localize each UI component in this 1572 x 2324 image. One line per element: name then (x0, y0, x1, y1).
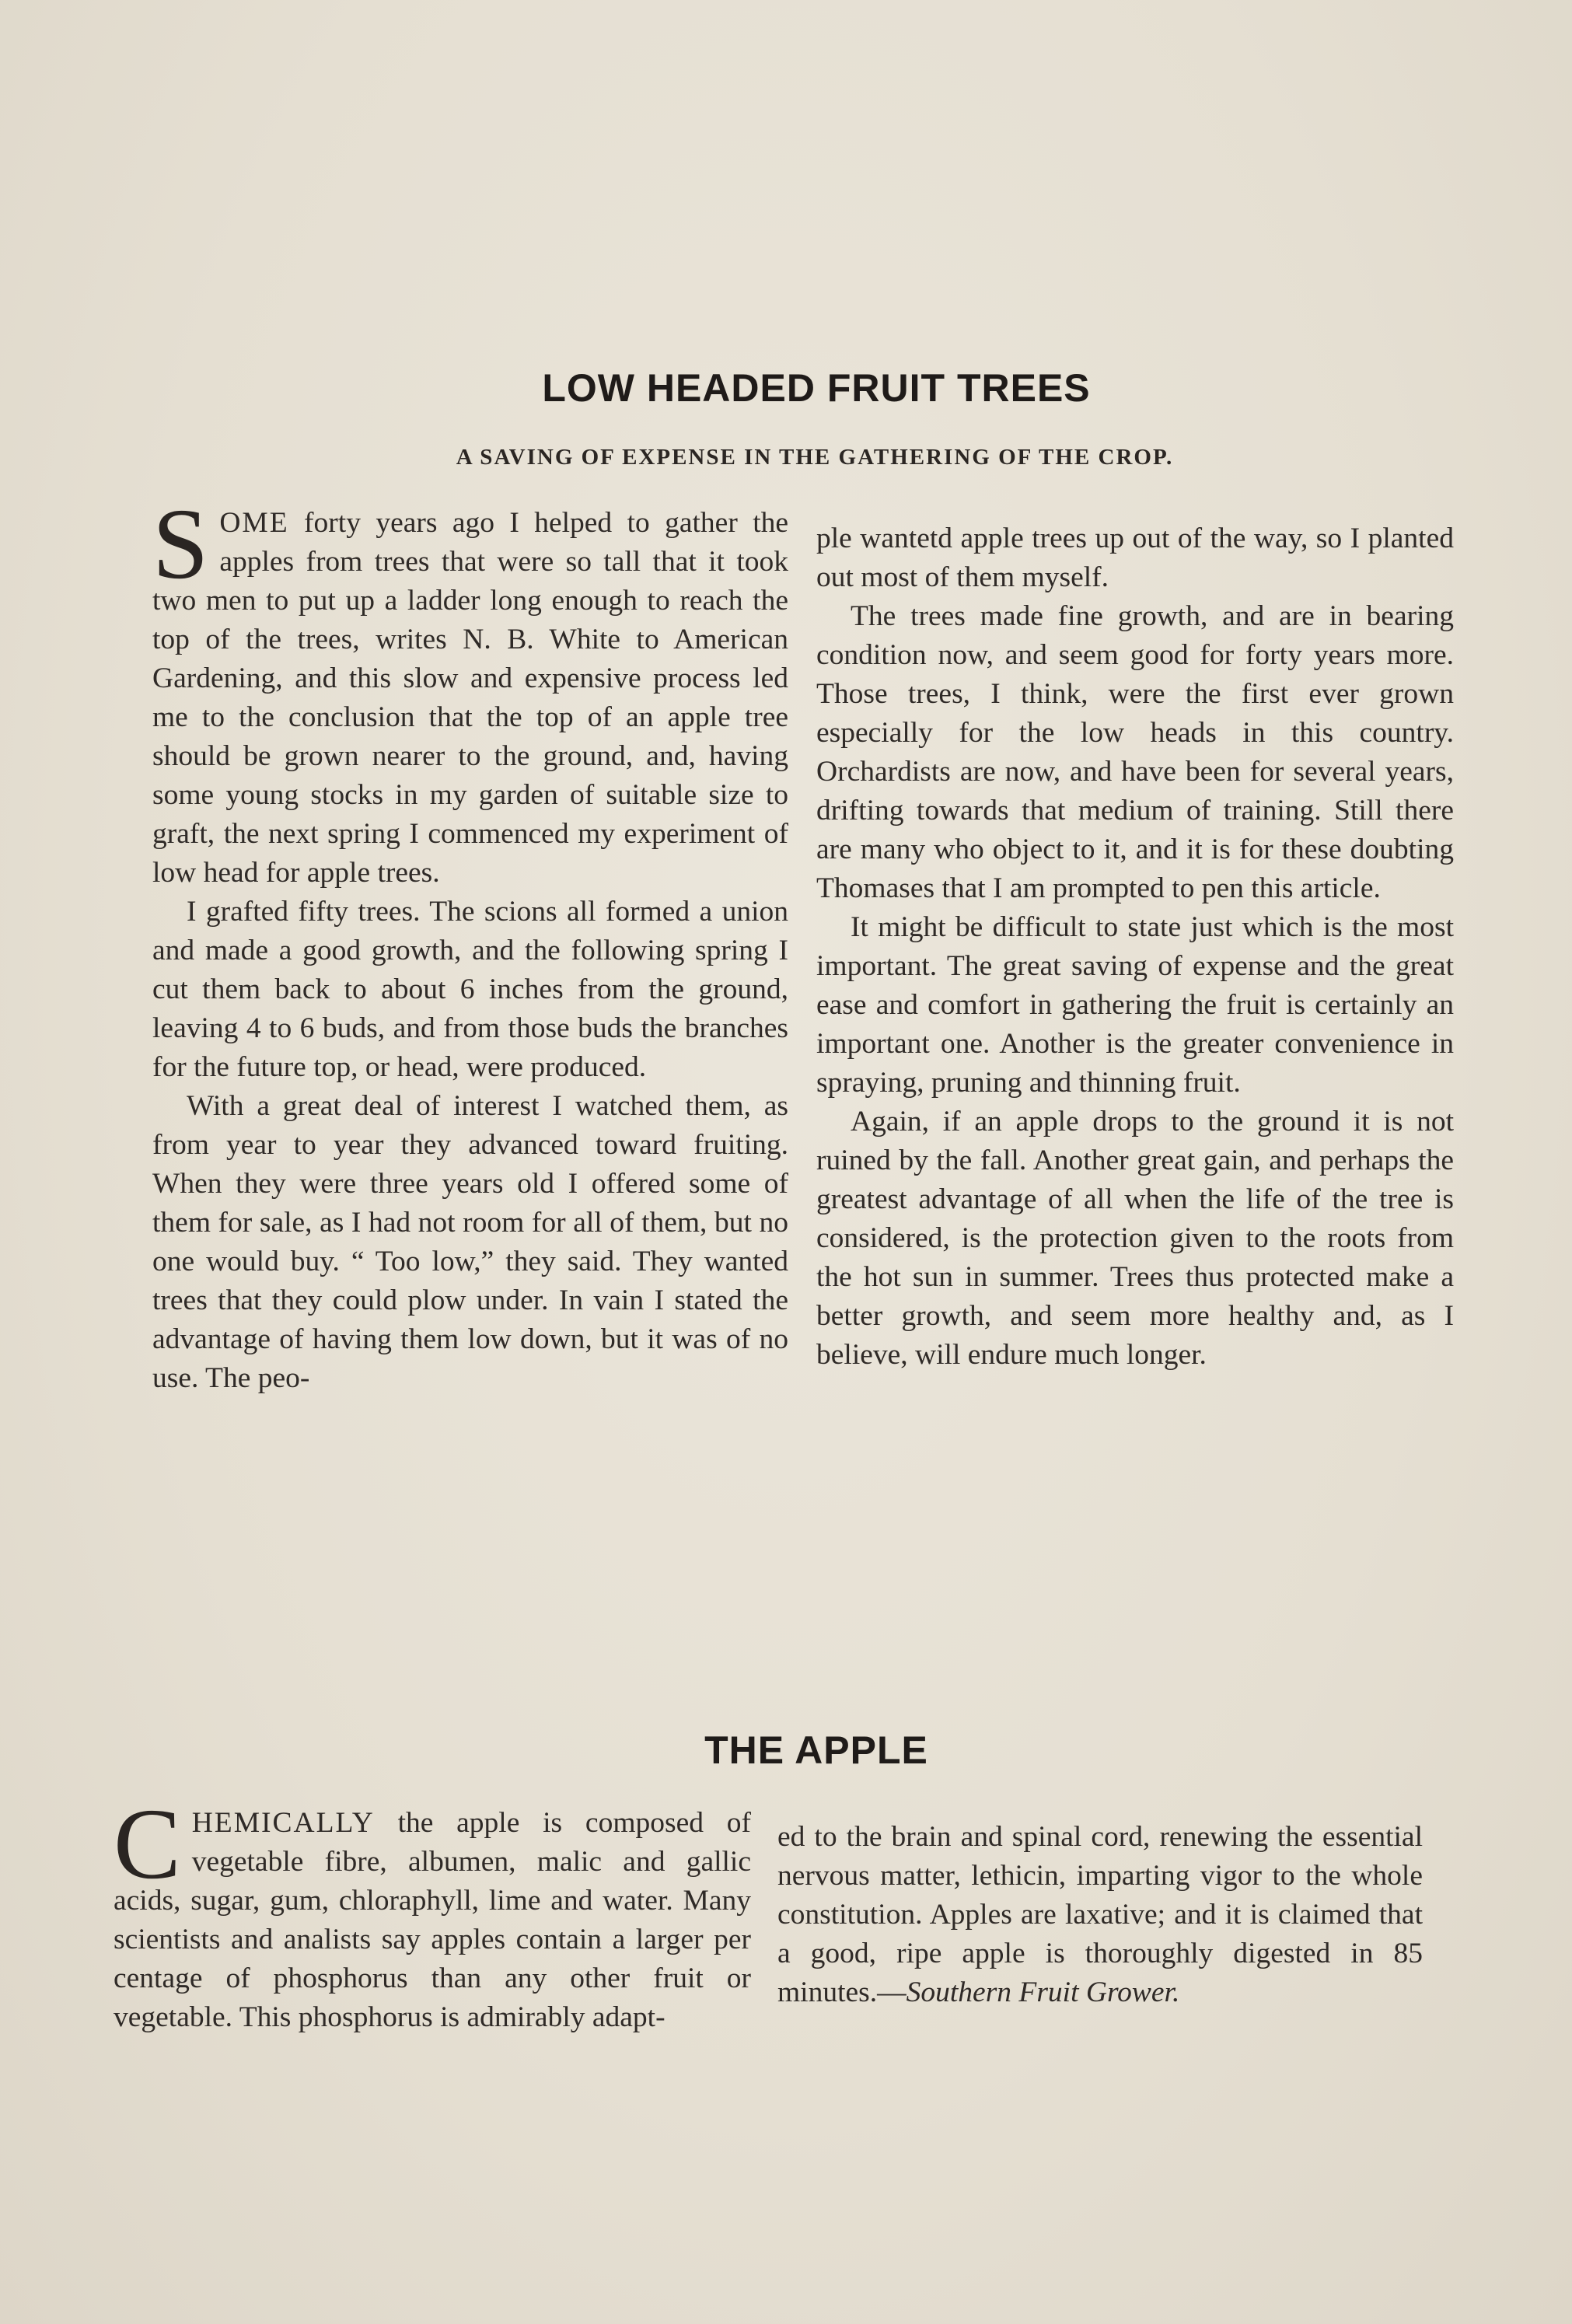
article1-paragraph-1 (152, 488, 789, 893)
article1-paragraph-7: Again, if an apple drops to the ground it is not ruined by the fall. Another great gain, and perhaps the greatest advantage of all when the life of the tree is considered, is the protection given to the roots from the hot sun in summer. Trees thus protected make a better growth, and seem more healthy and, as I believe, will endure much longer. (816, 1106, 1454, 1371)
drop-cap-c: C (114, 1788, 181, 1900)
article2-paragraph-1 (114, 1788, 751, 2037)
article2-column-left (114, 1788, 751, 2037)
article2-paragraph-2 (777, 1818, 1423, 2012)
article1-column-left (152, 488, 789, 1398)
article-subtitle: A SAVING OF EXPENSE IN THE GATHERING OF THE CROP. (456, 445, 1174, 470)
lead-word: HEMICALLY (191, 1807, 375, 1839)
paragraph-text: the apple is composed of vegetable fibre, albumen, malic and gallic acids, sugar, gum, chloraphyll, lime and water. Many scientists and analists say apples contain a larger per centage of phosphorus than any other fruit or vegetable. This phosphorus is admirably adapt- (114, 1807, 751, 2033)
article1-paragraph-4: ple wantetd apple trees up out of the way, so I planted out most of them myself. (816, 522, 1454, 593)
lead-word: OME (219, 507, 289, 539)
article1-paragraph-5: The trees made fine growth, and are in bearing condition now, and seem good for forty years more. Those trees, I think, were the first ever grown especially for the low heads in this country. Orchardists are now, and have been for several years, drifting towards that medium of training. Still there are many who object to it, and it is for these doubting Thomases that I am prompted to pen this article. (816, 600, 1454, 904)
article1-paragraph-2: I grafted fifty trees. The scions all formed a union and made a good growth, and the following spring I cut them back to about 6 inches from the ground, leaving 4 to 6 buds, and from those buds the branches for the future top, or head, were produced. (152, 896, 788, 1083)
article-title-low-headed-fruit-trees: LOW HEADED FRUIT TREES (542, 366, 1091, 410)
article1-paragraph-3: With a great deal of interest I watched them, as from year to year they advanced toward fruiting. When they were three years old I offered some of them for sale, as I had not room for all of them, but no one would buy. “ Too low,” they said. They wanted trees that they could plow under. In vain I stated the advantage of having them low down, but it was of no use. The peo- (152, 1090, 788, 1394)
source-attribution: Southern Fruit Grower. (906, 1976, 1180, 2008)
paragraph-text: forty years ago I helped to gather the apples from trees that were so tall that it took two men to put up a ladder long enough to reach the top of the trees, writes N. B. White to American Gardening, and this slow and expensive process led me to the conclusion that the top of an apple tree should be grown nearer to the ground, and, having some young stocks in my garden of suitable size to graft, the next spring I commenced my experiment of low head for apple trees. (152, 507, 789, 889)
drop-cap-s: S (152, 488, 209, 600)
article-title-the-apple: THE APPLE (704, 1728, 928, 1772)
article2-column-right (777, 1818, 1423, 2012)
article1-paragraph-6: It might be difficult to state just which is the most important. The great saving of expense and the great ease and comfort in gathering the fruit is certainly an important one. Another is the greater convenience in spraying, pruning and thinning fruit. (816, 911, 1454, 1099)
paragraph-text: ed to the brain and spinal cord, renewing the essential nervous matter, lethicin, imparting vigor to the whole constitution. Apples are laxative; and it is claimed that a good, ripe apple is thoroughly digested in 85 minutes.— (777, 1821, 1423, 2008)
article1-column-right (816, 519, 1454, 1375)
